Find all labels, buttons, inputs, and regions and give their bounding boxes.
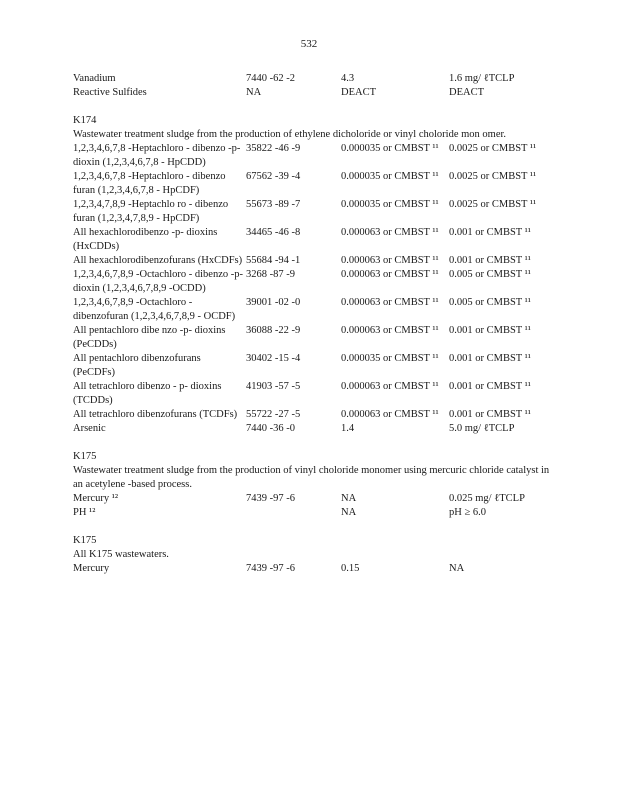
table-row [73, 324, 553, 352]
cas-number: 7439 -97 -6 [246, 493, 295, 504]
nonwastewater-standard: 0.001 or CMBST ¹¹ [449, 381, 531, 392]
constituent-name: All tetrachloro dibenzofurans (TCDFs) [73, 409, 238, 420]
waste-code-header [73, 534, 553, 548]
cas-number: 35822 -46 -9 [246, 143, 301, 154]
cas-number: 34465 -46 -8 [246, 227, 301, 238]
constituent-name: All tetrachloro dibenzo - p- dioxins (TCDDs) [73, 381, 222, 406]
cas-number: 7440 -62 -2 [246, 73, 295, 84]
waste-description: Wastewater treatment sludge from the production of ethylene dicholoride or vinyl choloride mon omer. [73, 129, 507, 140]
cas-number: 3268 -87 -9 [246, 269, 295, 280]
table-row [73, 296, 553, 324]
nonwastewater-standard: 1.6 mg/ ℓTCLP [449, 73, 515, 84]
nonwastewater-standard: 0.001 or CMBST ¹¹ [449, 409, 531, 420]
nonwastewater-standard: 0.001 or CMBST ¹¹ [449, 227, 531, 238]
constituent-name: All pentachloro dibe nzo -p- dioxins (PeCDDs) [73, 325, 226, 350]
table-row [73, 142, 553, 170]
constituent-name: 1,2,3,4,6,7,8,9 -Octachloro - dibenzo -p-dioxin (1,2,3,4,6,7,8,9 -OCDD) [73, 269, 243, 294]
nonwastewater-standard: 0.0025 or CMBST ¹¹ [449, 143, 537, 154]
cas-number: 41903 -57 -5 [246, 381, 301, 392]
waste-code: K175 [73, 451, 97, 462]
cas-number: 30402 -15 -4 [246, 353, 301, 364]
constituent-name: Vanadium [73, 73, 116, 84]
wastewater-standard: 0.000063 or CMBST ¹¹ [341, 381, 439, 392]
constituent-name: 1,2,3,4,7,8,9 -Heptachlo ro - dibenzo furan (1,2,3,4,7,8,9 - HpCDF) [73, 199, 229, 224]
nonwastewater-standard: 0.001 or CMBST ¹¹ [449, 353, 531, 364]
constituent-name: All hexachlorodibenzofurans (HxCDFs) [73, 255, 243, 266]
nonwastewater-standard: 0.001 or CMBST ¹¹ [449, 255, 531, 266]
nonwastewater-standard: 0.0025 or CMBST ¹¹ [449, 171, 537, 182]
table-row [73, 86, 553, 100]
cas-number: 67562 -39 -4 [246, 171, 301, 182]
constituent-name: 1,2,3,4,6,7,8 -Heptachloro - dibenzo -p-dioxin (1,2,3,4,6,7,8 - HpCDD) [73, 143, 241, 168]
wastewater-standard: NA [341, 507, 357, 518]
constituent-name: Mercury [73, 563, 110, 574]
table-row [73, 492, 553, 506]
waste-description: Wastewater treatment sludge from the production of vinyl choloride monomer using mercuric chloride catalyst in an acetylene -based process. [73, 465, 550, 490]
waste-description-row [73, 548, 553, 562]
wastewater-standard: 0.000035 or CMBST ¹¹ [341, 353, 439, 364]
wastewater-standard: 0.000063 or CMBST ¹¹ [341, 325, 439, 336]
cas-number: NA [246, 87, 262, 98]
wastewater-standard: 0.000063 or CMBST ¹¹ [341, 297, 439, 308]
table-row [73, 170, 553, 198]
table-row [73, 254, 553, 268]
cas-number: 55684 -94 -1 [246, 255, 301, 266]
page-number: 532 [300, 38, 318, 50]
constituent-name: 1,2,3,4,6,7,8 -Heptachloro - dibenzo furan (1,2,3,4,6,7,8 - HpCDF) [73, 171, 226, 196]
table-row [73, 72, 553, 86]
wastewater-standard: 0.15 [341, 563, 360, 574]
cas-number: 7439 -97 -6 [246, 563, 295, 574]
waste-code: K174 [73, 115, 97, 126]
constituent-name: All pentachloro dibenzofurans (PeCDFs) [73, 353, 201, 378]
wastewater-standard: 4.3 [341, 73, 355, 84]
nonwastewater-standard: pH ≥ 6.0 [449, 507, 486, 518]
waste-code: K175 [73, 535, 97, 546]
waste-code-header [73, 450, 553, 464]
constituent-name: Arsenic [73, 423, 106, 434]
table-row [73, 198, 553, 226]
wastewater-standard: 0.000063 or CMBST ¹¹ [341, 227, 439, 238]
table-row [73, 268, 553, 296]
table-row [73, 380, 553, 408]
cas-number: 55722 -27 -5 [246, 409, 301, 420]
waste-description: All K175 wastewaters. [73, 549, 169, 560]
wastewater-standard: 1.4 [341, 423, 355, 434]
table-row [73, 506, 553, 520]
waste-description-row [73, 464, 553, 492]
table-row [73, 226, 553, 254]
wastewater-standard: 0.000063 or CMBST ¹¹ [341, 255, 439, 266]
cas-number: 39001 -02 -0 [246, 297, 301, 308]
table-row [73, 422, 553, 436]
constituent-name: All hexachlorodibenzo -p- dioxins (HxCDDs) [73, 227, 218, 252]
constituent-name: 1,2,3,4,6,7,8,9 -Octachloro - dibenzofuran (1,2,3,4,6,7,8,9 - OCDF) [73, 297, 236, 322]
table-row [73, 562, 553, 576]
nonwastewater-standard: 0.005 or CMBST ¹¹ [449, 297, 531, 308]
nonwastewater-standard: DEACT [449, 87, 484, 98]
nonwastewater-standard: 5.0 mg/ ℓTCLP [449, 423, 515, 434]
cas-number: 55673 -89 -7 [246, 199, 301, 210]
cas-number: 7440 -36 -0 [246, 423, 295, 434]
waste-code-header [73, 114, 553, 128]
nonwastewater-standard: 0.025 mg/ ℓTCLP [449, 493, 525, 504]
wastewater-standard: NA [341, 493, 357, 504]
wastewater-standard: 0.000035 or CMBST ¹¹ [341, 171, 439, 182]
nonwastewater-standard: NA [449, 563, 465, 574]
wastewater-standard: 0.000063 or CMBST ¹¹ [341, 269, 439, 280]
wastewater-standard: 0.000063 or CMBST ¹¹ [341, 409, 439, 420]
table-row [73, 352, 553, 380]
cas-number: 36088 -22 -9 [246, 325, 301, 336]
waste-description-row [73, 128, 553, 142]
wastewater-standard: 0.000035 or CMBST ¹¹ [341, 143, 439, 154]
nonwastewater-standard: 0.0025 or CMBST ¹¹ [449, 199, 537, 210]
constituent-name: Reactive Sulfides [73, 87, 147, 98]
nonwastewater-standard: 0.001 or CMBST ¹¹ [449, 325, 531, 336]
constituent-name: Mercury ¹² [73, 493, 119, 504]
nonwastewater-standard: 0.005 or CMBST ¹¹ [449, 269, 531, 280]
wastewater-standard: 0.000035 or CMBST ¹¹ [341, 199, 439, 210]
waste-table [73, 72, 553, 576]
constituent-name: PH ¹² [73, 507, 96, 518]
wastewater-standard: DEACT [341, 87, 376, 98]
table-row [73, 408, 553, 422]
